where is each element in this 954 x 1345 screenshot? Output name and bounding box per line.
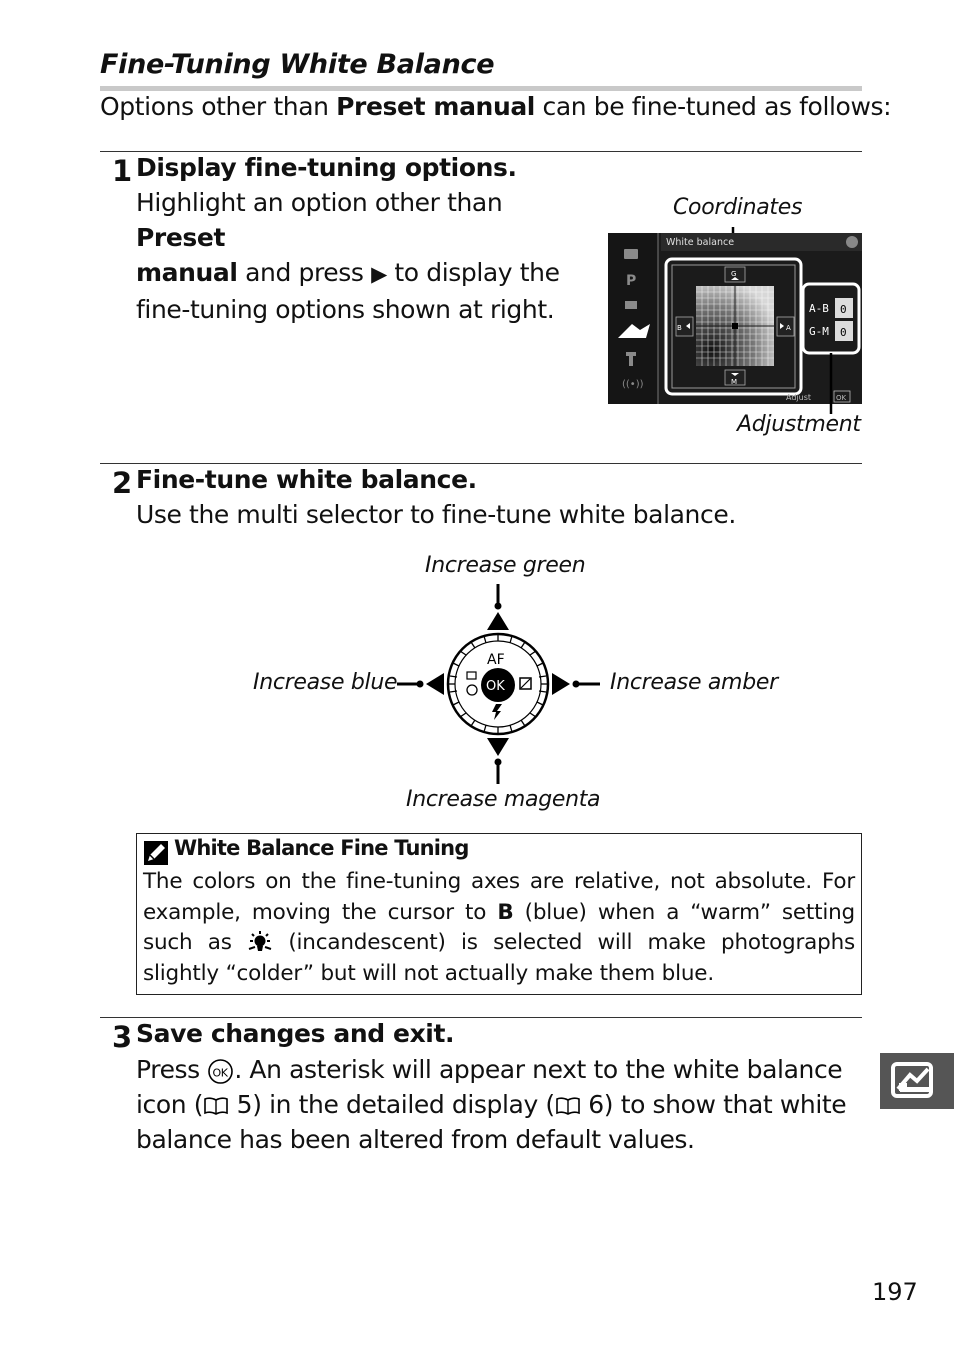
step2-number: 2 <box>112 466 131 500</box>
svg-text:((•)): ((•)) <box>622 379 644 390</box>
gm-value: 0 <box>840 326 847 339</box>
step1-text: Highlight an option other than Preset manual and press ▶ to display the fine-tuning options shown at right. <box>136 188 560 324</box>
ok-button-inline-icon <box>207 1058 234 1085</box>
book-ref-icon <box>203 1096 229 1116</box>
page-number: 197 <box>872 1278 918 1306</box>
axis-g: G <box>731 270 737 278</box>
gm-label: G-M <box>809 325 829 338</box>
step3-text: Press OK . An asterisk will appear next to the white balance icon ( 5) in the detailed display ( 6) to show that white balance has been altered from default values. <box>136 1055 847 1154</box>
increase-blue-label: Increase blue <box>253 670 398 695</box>
multi-selector-icon <box>392 582 604 786</box>
shooting-menu-tab-icon <box>890 1061 938 1101</box>
wb-fine-tune-screen <box>606 224 864 414</box>
cursor-marker <box>732 323 738 329</box>
af-mark: AF <box>487 652 505 668</box>
intro-bold: Preset manual <box>336 92 535 121</box>
incandescent-icon <box>247 931 273 955</box>
step1-heading: Display fine-tuning options. <box>136 153 517 182</box>
section-title: Fine-Tuning White Balance <box>100 49 495 80</box>
menu-title: White balance <box>666 237 735 248</box>
chapter-tab <box>880 1053 954 1109</box>
pencil-note-icon <box>144 841 168 865</box>
arrow-up-icon <box>487 612 509 630</box>
axis-a: A <box>786 324 791 332</box>
axis-b: B <box>677 324 682 332</box>
ok-label: OK <box>486 679 505 694</box>
adjustment-caption: Adjustment <box>737 412 861 437</box>
note-box <box>136 833 862 995</box>
arrow-left-icon <box>426 673 444 695</box>
axis-m: M <box>731 378 738 386</box>
svg-text:P: P <box>626 273 637 289</box>
footer-adjust: Adjust <box>786 393 812 402</box>
ab-label: A-B <box>809 302 829 315</box>
intro-after: can be fine-tuned as follows: <box>534 92 892 121</box>
coordinates-caption: Coordinates <box>673 195 803 220</box>
intro-text <box>100 92 891 121</box>
step2-rule <box>100 463 862 464</box>
step2-text: Use the multi selector to fine-tune white balance. <box>136 500 736 529</box>
increase-amber-label: Increase amber <box>610 670 778 695</box>
note-text: The colors on the fine-tuning axes are relative, not absolute. For example, moving the cursor to B (blue) when a “warm” setting such as (incandescent) is selected will make photographs slightly “colder” but will not actually make them blue. <box>143 869 856 986</box>
step3-heading: Save changes and exit. <box>136 1019 455 1048</box>
increase-magenta-label: Increase magenta <box>406 787 601 812</box>
title-rule <box>100 86 862 91</box>
ab-value: 0 <box>840 303 847 316</box>
intro-before: Options other than <box>100 92 337 121</box>
step2-heading: Fine-tune white balance. <box>136 465 477 494</box>
increase-green-label: Increase green <box>425 553 586 578</box>
arrow-down-icon <box>487 738 509 756</box>
note-title: White Balance Fine Tuning <box>174 836 469 860</box>
step1-rule <box>100 151 862 152</box>
book-ref-icon <box>555 1096 581 1116</box>
step3-rule <box>100 1017 862 1018</box>
svg-text:OK: OK <box>212 1066 228 1079</box>
footer-ok: OK <box>836 394 847 402</box>
arrow-right-icon <box>552 673 570 695</box>
step3-number: 3 <box>112 1020 131 1054</box>
step1-number: 1 <box>112 154 131 188</box>
